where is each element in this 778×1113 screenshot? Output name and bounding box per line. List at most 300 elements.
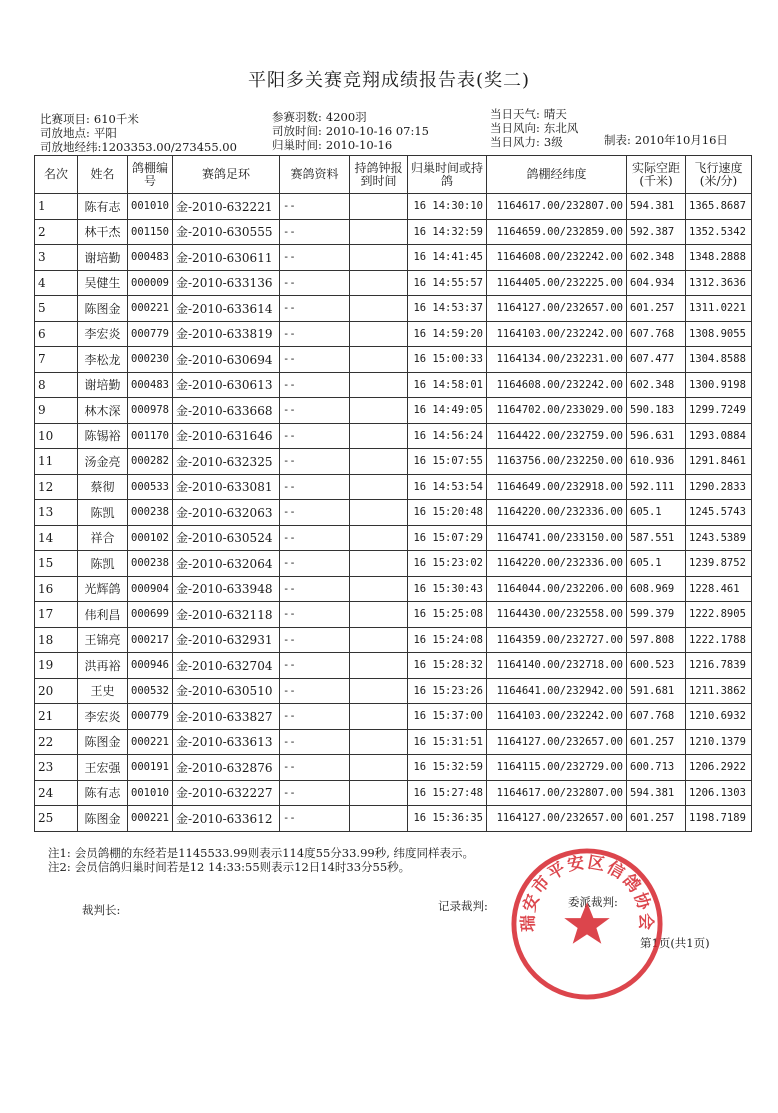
table-row xyxy=(35,321,752,347)
table-row xyxy=(35,474,752,500)
cell-clock xyxy=(350,194,408,220)
cell-ring: 金-2010-632931 xyxy=(173,627,280,653)
table-row xyxy=(35,551,752,577)
cell-info: -- xyxy=(280,576,350,602)
cell-ring: 金-2010-633827 xyxy=(173,704,280,730)
cell-clock xyxy=(350,525,408,551)
table-row xyxy=(35,398,752,424)
cell-speed: 1243.5389 xyxy=(686,525,752,551)
cell-ring: 金-2010-630555 xyxy=(173,219,280,245)
cell-time: 16 14:55:57 xyxy=(408,270,487,296)
return-value: 2010-10-16 xyxy=(325,138,393,152)
cell-ring: 金-2010-633948 xyxy=(173,576,280,602)
cell-loft: 000009 xyxy=(128,270,173,296)
cell-loft: 000191 xyxy=(128,755,173,781)
cell-rank: 24 xyxy=(35,780,78,806)
cell-time: 16 15:00:33 xyxy=(408,347,487,373)
note-2 xyxy=(48,860,474,874)
cell-time: 16 14:59:20 xyxy=(408,321,487,347)
wind-force-value: 3级 xyxy=(543,135,563,149)
cell-time: 16 15:24:08 xyxy=(408,627,487,653)
cell-distance: 600.523 xyxy=(627,653,686,679)
cell-speed: 1290.2833 xyxy=(686,474,752,500)
cell-speed: 1206.2922 xyxy=(686,755,752,781)
cell-coords: 1164608.00/232242.00 xyxy=(487,372,627,398)
cell-ring: 金-2010-630613 xyxy=(173,372,280,398)
cell-ring: 金-2010-633136 xyxy=(173,270,280,296)
cell-speed: 1222.8905 xyxy=(686,602,752,628)
cell-clock xyxy=(350,245,408,271)
cell-time: 16 15:37:00 xyxy=(408,704,487,730)
wind-direction-label: 当日风向: xyxy=(490,121,540,135)
cell-coords: 1163756.00/232250.00 xyxy=(487,449,627,475)
note-1-text: 会员鸽棚的东经若是1145533.99则表示114度55分33.99秒, 纬度同样表示。 xyxy=(74,846,475,860)
cell-loft: 000904 xyxy=(128,576,173,602)
cell-loft: 000238 xyxy=(128,500,173,526)
cell-name: 祥合 xyxy=(78,525,128,551)
cell-time: 16 15:28:32 xyxy=(408,653,487,679)
table-row xyxy=(35,729,752,755)
table-row xyxy=(35,806,752,832)
cell-rank: 18 xyxy=(35,627,78,653)
place-value: 平阳 xyxy=(93,126,117,140)
table-row xyxy=(35,372,752,398)
cell-time: 16 14:41:45 xyxy=(408,245,487,271)
cell-speed: 1300.9198 xyxy=(686,372,752,398)
cell-info: -- xyxy=(280,398,350,424)
cell-name: 光辉鸽 xyxy=(78,576,128,602)
cell-rank: 8 xyxy=(35,372,78,398)
cell-name: 谢培勤 xyxy=(78,372,128,398)
table-row xyxy=(35,602,752,628)
cell-speed: 1211.3862 xyxy=(686,678,752,704)
table-row xyxy=(35,270,752,296)
cell-loft: 001170 xyxy=(128,423,173,449)
cell-speed: 1222.1788 xyxy=(686,627,752,653)
place-label: 司放地点: xyxy=(40,126,90,140)
cell-rank: 15 xyxy=(35,551,78,577)
cell-rank: 16 xyxy=(35,576,78,602)
cell-ring: 金-2010-630510 xyxy=(173,678,280,704)
cell-coords: 1164741.00/233150.00 xyxy=(487,525,627,551)
cell-loft: 000532 xyxy=(128,678,173,704)
cell-loft: 000483 xyxy=(128,372,173,398)
cell-coords: 1164702.00/233029.00 xyxy=(487,398,627,424)
cell-distance: 601.257 xyxy=(627,806,686,832)
cell-clock xyxy=(350,653,408,679)
cell-speed: 1293.0884 xyxy=(686,423,752,449)
cell-time: 16 15:31:51 xyxy=(408,729,487,755)
cell-rank: 19 xyxy=(35,653,78,679)
cell-distance: 591.681 xyxy=(627,678,686,704)
table-row xyxy=(35,525,752,551)
table-row xyxy=(35,347,752,373)
cell-clock xyxy=(350,296,408,322)
cell-name: 王宏强 xyxy=(78,755,128,781)
chief-referee-label: 裁判长: xyxy=(82,903,121,917)
cell-time: 16 15:36:35 xyxy=(408,806,487,832)
cell-info: -- xyxy=(280,806,350,832)
cell-ring: 金-2010-633668 xyxy=(173,398,280,424)
cell-loft: 000221 xyxy=(128,296,173,322)
cell-clock xyxy=(350,704,408,730)
cell-rank: 2 xyxy=(35,219,78,245)
results-table xyxy=(34,155,752,832)
cell-distance: 592.111 xyxy=(627,474,686,500)
cell-clock xyxy=(350,551,408,577)
cell-info: -- xyxy=(280,780,350,806)
table-row xyxy=(35,219,752,245)
cell-distance: 597.808 xyxy=(627,627,686,653)
cell-loft: 000230 xyxy=(128,347,173,373)
cell-distance: 600.713 xyxy=(627,755,686,781)
cell-distance: 607.477 xyxy=(627,347,686,373)
cell-ring: 金-2010-632118 xyxy=(173,602,280,628)
cell-name: 洪再裕 xyxy=(78,653,128,679)
cell-name: 汤金亮 xyxy=(78,449,128,475)
cell-coords: 1164641.00/232942.00 xyxy=(487,678,627,704)
cell-coords: 1164405.00/232225.00 xyxy=(487,270,627,296)
table-row xyxy=(35,449,752,475)
cell-ring: 金-2010-632063 xyxy=(173,500,280,526)
cell-name: 李宏炎 xyxy=(78,321,128,347)
cell-time: 16 14:58:01 xyxy=(408,372,487,398)
cell-distance: 610.936 xyxy=(627,449,686,475)
page-title: 平阳多关赛竞翔成绩报告表(奖二) xyxy=(247,70,531,91)
made-value: 2010年10月16日 xyxy=(634,133,728,147)
cell-loft: 000533 xyxy=(128,474,173,500)
cell-clock xyxy=(350,449,408,475)
delegate-referee-label: 委派裁判: xyxy=(568,895,618,909)
cell-rank: 21 xyxy=(35,704,78,730)
cell-coords: 1164649.00/232918.00 xyxy=(487,474,627,500)
cell-coords: 1164430.00/232558.00 xyxy=(487,602,627,628)
header-clock: 持鸽钟报到时间 xyxy=(350,156,408,194)
seal-text: 瑞安市平安区信鸽协会 xyxy=(517,851,657,932)
cell-rank: 14 xyxy=(35,525,78,551)
cell-coords: 1164659.00/232859.00 xyxy=(487,219,627,245)
cell-info: -- xyxy=(280,551,350,577)
cell-rank: 1 xyxy=(35,194,78,220)
cell-distance: 587.551 xyxy=(627,525,686,551)
table-row xyxy=(35,627,752,653)
cell-rank: 12 xyxy=(35,474,78,500)
project-label: 比赛项目: xyxy=(40,112,90,126)
cell-loft: 000217 xyxy=(128,627,173,653)
cell-name: 伟利昌 xyxy=(78,602,128,628)
cell-speed: 1365.8687 xyxy=(686,194,752,220)
cell-speed: 1216.7839 xyxy=(686,653,752,679)
cell-rank: 20 xyxy=(35,678,78,704)
cell-speed: 1299.7249 xyxy=(686,398,752,424)
cell-coords: 1164115.00/232729.00 xyxy=(487,755,627,781)
cell-loft: 000779 xyxy=(128,704,173,730)
header-speed: 飞行速度(米/分) xyxy=(686,156,752,194)
cell-coords: 1164140.00/232718.00 xyxy=(487,653,627,679)
header-info: 赛鸽资料 xyxy=(280,156,350,194)
table-row xyxy=(35,755,752,781)
cell-distance: 592.387 xyxy=(627,219,686,245)
cell-loft: 000699 xyxy=(128,602,173,628)
cell-clock xyxy=(350,500,408,526)
cell-clock xyxy=(350,321,408,347)
cell-name: 吴健生 xyxy=(78,270,128,296)
cell-clock xyxy=(350,729,408,755)
wind-force-label: 当日风力: xyxy=(490,135,540,149)
notes xyxy=(48,846,474,874)
cell-info: -- xyxy=(280,423,350,449)
cell-time: 16 14:49:05 xyxy=(408,398,487,424)
cell-time: 16 14:53:37 xyxy=(408,296,487,322)
cell-distance: 601.257 xyxy=(627,296,686,322)
cell-ring: 金-2010-633081 xyxy=(173,474,280,500)
cell-time: 16 14:53:54 xyxy=(408,474,487,500)
cell-info: -- xyxy=(280,296,350,322)
weather-label: 当日天气: xyxy=(490,107,540,121)
cell-coords: 1164617.00/232807.00 xyxy=(487,194,627,220)
official-seal-stamp xyxy=(508,845,666,1003)
cell-rank: 13 xyxy=(35,500,78,526)
cell-time: 16 15:23:26 xyxy=(408,678,487,704)
cell-name: 陈有志 xyxy=(78,780,128,806)
weather-value: 晴天 xyxy=(543,107,567,121)
birds-label: 参赛羽数: xyxy=(272,110,322,124)
table-header-row xyxy=(35,156,752,194)
table-row xyxy=(35,780,752,806)
release-label: 司放时间: xyxy=(272,124,322,138)
cell-info: -- xyxy=(280,755,350,781)
cell-ring: 金-2010-631646 xyxy=(173,423,280,449)
cell-distance: 605.1 xyxy=(627,551,686,577)
cell-clock xyxy=(350,602,408,628)
cell-name: 林木深 xyxy=(78,398,128,424)
cell-rank: 5 xyxy=(35,296,78,322)
cell-speed: 1198.7189 xyxy=(686,806,752,832)
cell-time: 16 15:07:29 xyxy=(408,525,487,551)
release-value: 2010-10-16 07:15 xyxy=(325,124,429,138)
wind-direction-value: 东北风 xyxy=(543,121,579,135)
cell-loft: 000779 xyxy=(128,321,173,347)
header-distance: 实际空距(千米) xyxy=(627,156,686,194)
cell-clock xyxy=(350,423,408,449)
note-1-label: 注1: xyxy=(48,846,71,860)
cell-ring: 金-2010-633819 xyxy=(173,321,280,347)
cell-loft: 000102 xyxy=(128,525,173,551)
cell-name: 陈有志 xyxy=(78,194,128,220)
cell-speed: 1308.9055 xyxy=(686,321,752,347)
page-number: 第1页(共1页) xyxy=(640,936,710,950)
cell-distance: 590.183 xyxy=(627,398,686,424)
cell-clock xyxy=(350,755,408,781)
cell-info: -- xyxy=(280,704,350,730)
cell-info: -- xyxy=(280,194,350,220)
cell-speed: 1239.8752 xyxy=(686,551,752,577)
cell-loft: 001010 xyxy=(128,780,173,806)
cell-clock xyxy=(350,219,408,245)
cell-distance: 607.768 xyxy=(627,704,686,730)
cell-clock xyxy=(350,678,408,704)
cell-rank: 3 xyxy=(35,245,78,271)
cell-clock xyxy=(350,806,408,832)
header-time: 归巢时间或持鸽 xyxy=(408,156,487,194)
cell-rank: 25 xyxy=(35,806,78,832)
cell-ring: 金-2010-632221 xyxy=(173,194,280,220)
table-row xyxy=(35,500,752,526)
header-coords: 鸽棚经纬度 xyxy=(487,156,627,194)
coords-value: 1203353.00/273455.00 xyxy=(101,140,237,154)
cell-clock xyxy=(350,576,408,602)
cell-time: 16 15:23:02 xyxy=(408,551,487,577)
seal-star-icon xyxy=(564,902,609,943)
cell-coords: 1164127.00/232657.00 xyxy=(487,296,627,322)
cell-time: 16 15:07:55 xyxy=(408,449,487,475)
table-row xyxy=(35,704,752,730)
race-info-left xyxy=(40,112,237,154)
cell-info: -- xyxy=(280,678,350,704)
cell-name: 陈锡裕 xyxy=(78,423,128,449)
cell-distance: 605.1 xyxy=(627,500,686,526)
cell-distance: 601.257 xyxy=(627,729,686,755)
cell-coords: 1164103.00/232242.00 xyxy=(487,321,627,347)
cell-loft: 000483 xyxy=(128,245,173,271)
cell-coords: 1164220.00/232336.00 xyxy=(487,551,627,577)
cell-time: 16 15:20:48 xyxy=(408,500,487,526)
cell-coords: 1164608.00/232242.00 xyxy=(487,245,627,271)
cell-info: -- xyxy=(280,449,350,475)
cell-rank: 11 xyxy=(35,449,78,475)
cell-coords: 1164422.00/232759.00 xyxy=(487,423,627,449)
birds-value: 4200羽 xyxy=(325,110,367,124)
cell-name: 陈图金 xyxy=(78,806,128,832)
cell-coords: 1164044.00/232206.00 xyxy=(487,576,627,602)
cell-ring: 金-2010-633612 xyxy=(173,806,280,832)
cell-speed: 1312.3636 xyxy=(686,270,752,296)
cell-loft: 000221 xyxy=(128,729,173,755)
cell-loft: 000221 xyxy=(128,806,173,832)
cell-info: -- xyxy=(280,474,350,500)
cell-speed: 1245.5743 xyxy=(686,500,752,526)
cell-name: 蔡彻 xyxy=(78,474,128,500)
cell-rank: 22 xyxy=(35,729,78,755)
cell-ring: 金-2010-630694 xyxy=(173,347,280,373)
cell-speed: 1210.6932 xyxy=(686,704,752,730)
race-info-right xyxy=(490,107,578,149)
return-label: 归巢时间: xyxy=(272,138,322,152)
cell-distance: 607.768 xyxy=(627,321,686,347)
cell-info: -- xyxy=(280,245,350,271)
cell-speed: 1210.1379 xyxy=(686,729,752,755)
cell-ring: 金-2010-632325 xyxy=(173,449,280,475)
results-body xyxy=(35,194,752,832)
cell-time: 16 15:32:59 xyxy=(408,755,487,781)
cell-time: 16 15:27:48 xyxy=(408,780,487,806)
cell-name: 陈图金 xyxy=(78,296,128,322)
cell-rank: 6 xyxy=(35,321,78,347)
cell-ring: 金-2010-632704 xyxy=(173,653,280,679)
cell-coords: 1164127.00/232657.00 xyxy=(487,806,627,832)
cell-loft: 000946 xyxy=(128,653,173,679)
cell-speed: 1206.1303 xyxy=(686,780,752,806)
cell-loft: 000282 xyxy=(128,449,173,475)
cell-name: 谢培勤 xyxy=(78,245,128,271)
cell-distance: 594.381 xyxy=(627,194,686,220)
cell-coords: 1164127.00/232657.00 xyxy=(487,729,627,755)
cell-distance: 602.348 xyxy=(627,245,686,271)
cell-info: -- xyxy=(280,500,350,526)
cell-distance: 596.631 xyxy=(627,423,686,449)
cell-speed: 1291.8461 xyxy=(686,449,752,475)
cell-info: -- xyxy=(280,372,350,398)
table-row xyxy=(35,245,752,271)
cell-info: -- xyxy=(280,627,350,653)
cell-speed: 1304.8588 xyxy=(686,347,752,373)
cell-info: -- xyxy=(280,347,350,373)
cell-distance: 608.969 xyxy=(627,576,686,602)
cell-distance: 594.381 xyxy=(627,780,686,806)
header-name: 姓名 xyxy=(78,156,128,194)
note-1 xyxy=(48,846,474,860)
cell-clock xyxy=(350,270,408,296)
cell-rank: 4 xyxy=(35,270,78,296)
cell-time: 16 14:30:10 xyxy=(408,194,487,220)
table-row xyxy=(35,653,752,679)
cell-clock xyxy=(350,474,408,500)
header-loft: 鸽棚编号 xyxy=(128,156,173,194)
cell-name: 王史 xyxy=(78,678,128,704)
cell-ring: 金-2010-630524 xyxy=(173,525,280,551)
made-label: 制表: xyxy=(604,133,631,147)
cell-loft: 000978 xyxy=(128,398,173,424)
cell-ring: 金-2010-632227 xyxy=(173,780,280,806)
cell-ring: 金-2010-632876 xyxy=(173,755,280,781)
cell-coords: 1164617.00/232807.00 xyxy=(487,780,627,806)
cell-info: -- xyxy=(280,321,350,347)
cell-rank: 7 xyxy=(35,347,78,373)
cell-rank: 17 xyxy=(35,602,78,628)
cell-clock xyxy=(350,372,408,398)
cell-speed: 1311.0221 xyxy=(686,296,752,322)
cell-coords: 1164103.00/232242.00 xyxy=(487,704,627,730)
table-row xyxy=(35,576,752,602)
project-value: 610千米 xyxy=(93,112,139,126)
cell-info: -- xyxy=(280,270,350,296)
table-row xyxy=(35,423,752,449)
cell-name: 林干杰 xyxy=(78,219,128,245)
header-rank: 名次 xyxy=(35,156,78,194)
cell-speed: 1228.461 xyxy=(686,576,752,602)
cell-time: 16 15:30:43 xyxy=(408,576,487,602)
cell-coords: 1164359.00/232727.00 xyxy=(487,627,627,653)
cell-time: 16 14:32:59 xyxy=(408,219,487,245)
cell-info: -- xyxy=(280,729,350,755)
cell-info: -- xyxy=(280,653,350,679)
recorder-referee-label: 记录裁判: xyxy=(438,899,488,913)
header-ring: 赛鸽足环 xyxy=(173,156,280,194)
cell-distance: 599.379 xyxy=(627,602,686,628)
table-row xyxy=(35,678,752,704)
cell-coords: 1164134.00/232231.00 xyxy=(487,347,627,373)
cell-clock xyxy=(350,347,408,373)
cell-ring: 金-2010-630611 xyxy=(173,245,280,271)
cell-time: 16 14:56:24 xyxy=(408,423,487,449)
cell-info: -- xyxy=(280,602,350,628)
cell-name: 王锦亮 xyxy=(78,627,128,653)
cell-rank: 9 xyxy=(35,398,78,424)
cell-clock xyxy=(350,627,408,653)
race-info-middle xyxy=(272,110,429,152)
cell-rank: 10 xyxy=(35,423,78,449)
cell-loft: 001150 xyxy=(128,219,173,245)
